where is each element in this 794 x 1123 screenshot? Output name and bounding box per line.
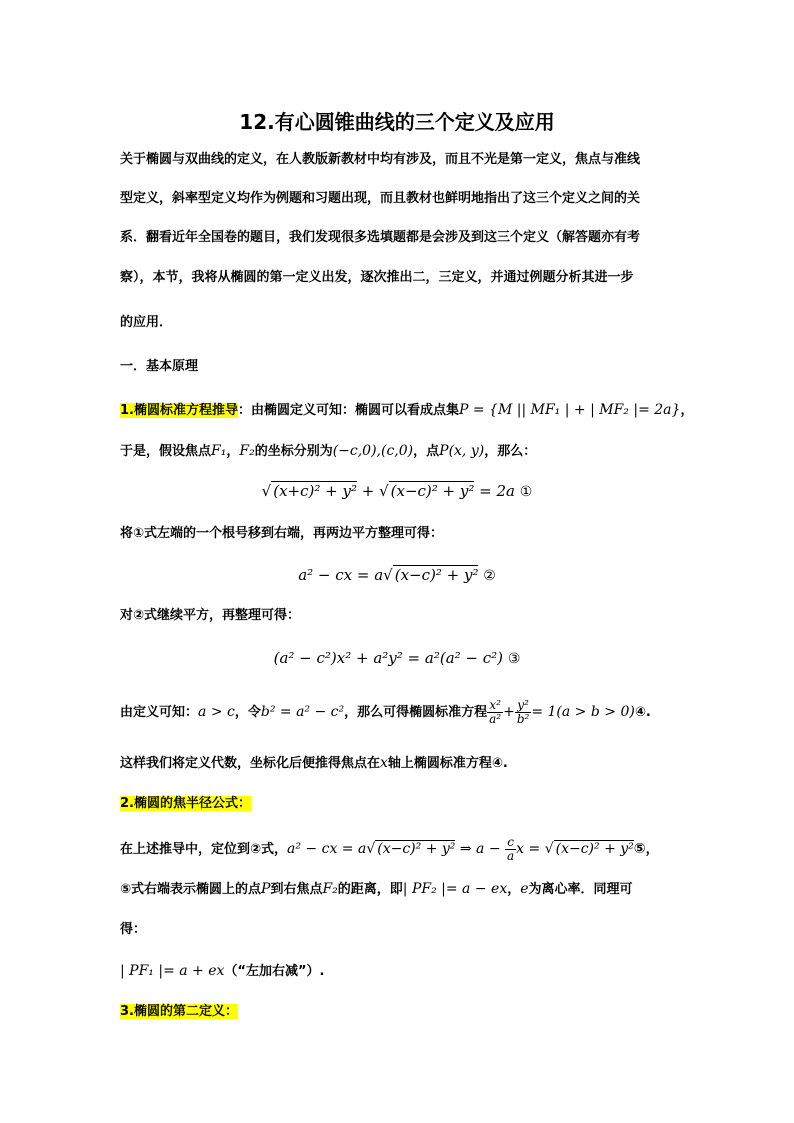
implies-arrow: ⇒ a − (455, 841, 506, 857)
def-text-b: ，令 (234, 705, 261, 720)
point-p: P(x, y) (439, 443, 485, 459)
eq1-tag: ① (519, 484, 533, 500)
axis-variable: x (380, 755, 388, 771)
right-focus: F₂ (322, 881, 338, 897)
frac2-denominator: b² (516, 712, 530, 726)
step-1: 将①式左端的一个根号移到右端，再两边平方整理可得： (120, 526, 444, 541)
definition-line (120, 699, 680, 726)
part2-line2-b: 到右焦点 (270, 882, 323, 897)
part1-line-2 (120, 442, 680, 461)
intro-line-5: 的应用． (120, 315, 173, 330)
eq1-left-root: (x+c)² + y² (273, 482, 357, 500)
page-title: 12.有心圆锥曲线的三个定义及应用 (239, 110, 555, 134)
part1-line2-b: 的坐标分别为 (254, 444, 333, 459)
part1-text-a: ：由椭圆定义可知：椭圆可以看成点集 (237, 403, 459, 418)
summary-a: 这样我们将定义代数，坐标化后便推得焦点在 (120, 756, 381, 771)
frac-a: a (507, 849, 515, 863)
eq1-rhs: = 2a (474, 482, 515, 500)
summary-line (120, 754, 680, 773)
part2-heading-line (120, 795, 680, 813)
frac1-denominator: a² (489, 712, 502, 726)
eq1-plus: + (356, 482, 380, 500)
part2-line2-a: ⑤式右端表示椭圆上的点 (120, 882, 262, 897)
frac-c: c (505, 836, 516, 850)
part2-line2-c: 的距离，即 (337, 882, 403, 897)
fraction-y2-b2 (515, 699, 532, 726)
def-text-a: 由定义可知： (120, 705, 199, 720)
part2-line2-d: ， (507, 882, 521, 897)
eq2-tag: ② (483, 568, 496, 584)
part1-heading: 1.椭圆标准方程推导 (120, 403, 238, 418)
part2-heading: 2.椭圆的焦半径公式： (120, 796, 251, 811)
part2-line1-a: 在上述推导中，定位到②式， (120, 842, 288, 857)
separator: ， (226, 444, 240, 459)
eq2-left: a² − cx = a (298, 566, 384, 584)
part2-root-1: (x−c)² + y² (377, 841, 456, 857)
part2-root-2: (x−c)² + y² (555, 841, 634, 857)
frac1-numerator: x² (487, 699, 503, 713)
pf2-formula: | PF₂ |= a − ex (402, 881, 508, 897)
part2-line-4 (120, 962, 680, 981)
point-p-2: P (261, 881, 271, 897)
point-set-expression: P = {M || MF₁ | + | MF₂ |= 2a} (459, 402, 681, 418)
part1-text-b: ， (680, 403, 694, 418)
part2-line-1: 在上述推导中，定位到②式，a² − cx = a√ (x−c)² + y² ⇒ a − $\frac{c}{a}$ x = √ (x−c)² + y²⑤， (120, 835, 659, 863)
step-2: 对②式继续平方，再整理可得： (120, 608, 301, 623)
eq5-tag: ⑤ (633, 841, 646, 857)
fraction-x2-a2 (487, 699, 503, 726)
eq3-body: (a² − c²)x² + a²y² = a²(a² − c²) (273, 649, 504, 667)
eq2-root: (x−c)² + y² (394, 566, 479, 584)
plus-sign: + (503, 704, 515, 720)
equation-1: √ (x+c)² + y² + √ (x−c)² + y² = 2a ① (261, 482, 533, 500)
intro-line-4: 察），本节，我将从椭圆的第一定义出发，逐次推出二，三定义，并通过例题分析其进一步 (120, 270, 634, 285)
fraction-c-a (505, 836, 516, 863)
intro-line-3: 系．翻看近年全国卷的题目，我们发现很多选填题都是会涉及到这三个定义（解答题亦有考 (120, 230, 641, 245)
part1-line2-c: ，点 (413, 444, 440, 459)
equation-2: a² − cx = a√ (x−c)² + y² ② (298, 566, 496, 584)
b-definition: b² = a² − c² (260, 704, 345, 720)
focus-coordinates: (−c,0),(c,0) (332, 443, 414, 459)
part1-line2-a: 于是，假设焦点 (120, 444, 212, 459)
part2-line2-e: 为离心率．同理可 (528, 882, 633, 897)
part1-line2-d: ，那么： (484, 444, 537, 459)
part2-line-3: 得： (120, 922, 147, 937)
eccentricity-var: e (520, 881, 529, 897)
focus-f1: F₁ (211, 443, 227, 459)
eq4-tag: ④. (634, 705, 651, 720)
part2-expr-x: x = (516, 841, 545, 857)
summary-b: 轴上椭圆标准方程④. (387, 756, 508, 771)
intro-line-1: 关于椭圆与双曲线的定义，在人教版新教材中均有涉及，而且不光是第一定义，焦点与准线 (120, 152, 641, 167)
part2-line1-end: ， (645, 842, 659, 857)
eq1-right-root: (x−c)² + y² (390, 482, 475, 500)
eq4-rest: = 1(a > b > 0) (531, 704, 635, 720)
part2-line-2 (120, 880, 680, 899)
eq3-tag: ③ (507, 651, 521, 667)
part2-expr-a: a² − cx = a (287, 841, 367, 857)
part1-line-1 (120, 401, 694, 420)
def-text-c: ，那么可得椭圆标准方程 (344, 705, 488, 720)
condition-a-gt-c: a > c (198, 704, 235, 720)
equation-3 (0, 649, 794, 667)
frac2-numerator: y² (515, 699, 532, 713)
left-add-right-subtract: （“左加右减”）. (224, 964, 325, 979)
part3-heading-line (120, 1003, 680, 1021)
pf1-formula: | PF₁ |= a + ex (120, 963, 225, 979)
part3-heading: 3.椭圆的第二定义： (120, 1004, 238, 1019)
section-heading: 一．基本原理 (120, 359, 199, 374)
intro-line-2: 型定义，斜率型定义均作为例题和习题出现，而且教材也鲜明地指出了这三个定义之间的关 (120, 191, 641, 206)
focus-f2: F₂ (239, 443, 255, 459)
